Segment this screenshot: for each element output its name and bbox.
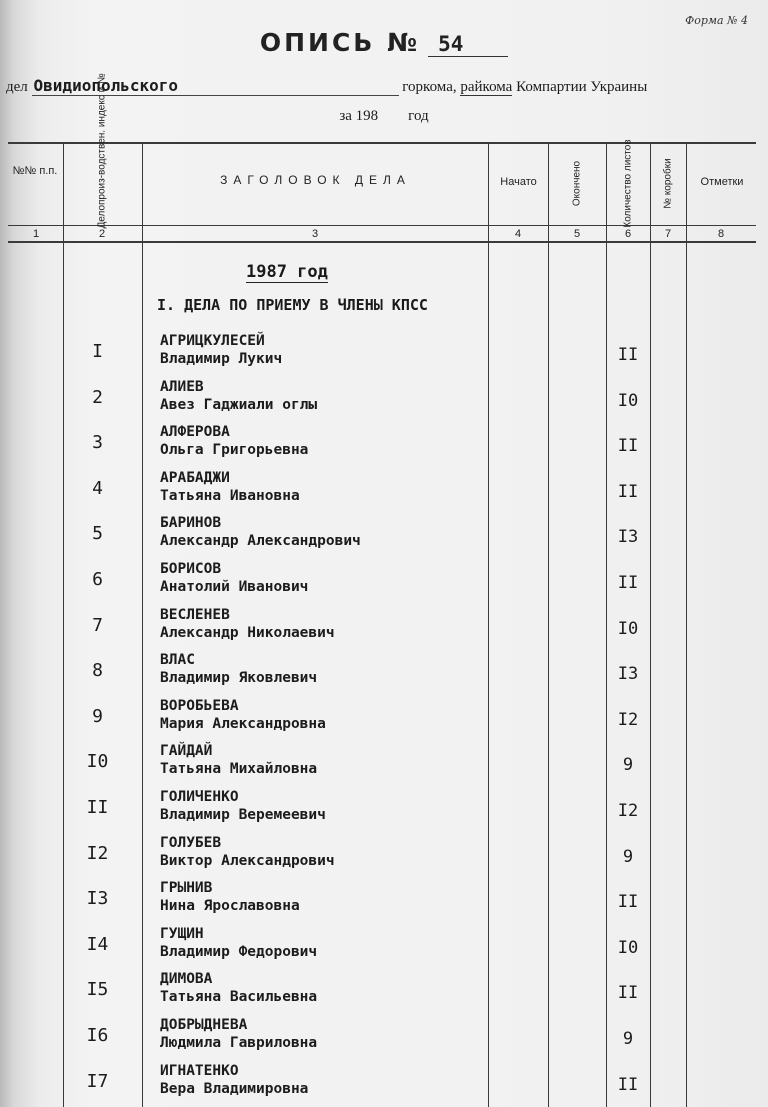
case-name: Виктор Александрович [160,852,335,869]
row-number: 5 [92,523,103,545]
row-number: 3 [92,432,103,454]
case-name: Вера Владимировна [160,1080,309,1097]
table-row [0,1063,768,1107]
case-name: Александр Николаевич [160,624,335,641]
inventory-number: 54 [428,32,508,57]
row-number: I0 [86,751,109,773]
sheet-count: I0 [617,390,639,411]
case-surname: ВЛАС [160,652,195,669]
row-number: I6 [86,1025,109,1046]
colnum-7: 7 [664,228,672,240]
table-row [0,561,768,607]
table-colnum-rule [8,241,756,243]
sheet-count: II [617,1074,639,1095]
case-surname: БОРИСОВ [160,561,222,577]
sheet-count: I2 [617,709,639,730]
case-surname: ГАЙДАЙ [160,743,213,760]
case-name: Владимир Веремеевич [160,807,326,823]
case-surname: ИГНАТЕНКО [160,1062,239,1079]
case-surname: ВОРОБЬЕВА [160,697,239,714]
table-row [0,470,768,516]
case-surname: ВЕСЛЕНЕВ [160,606,230,623]
header-end: Окончено [571,160,583,207]
case-name: Владимир Федорович [160,943,318,960]
case-name: Татьяна Ивановна [160,487,300,504]
table-row [0,743,768,789]
sheet-count: 9 [622,846,634,867]
year-heading: 1987 год [246,262,328,282]
case-name: Людмила Гавриловна [160,1035,318,1051]
row-number: I3 [86,888,109,910]
sheet-count: II [617,892,639,913]
table-row [0,652,768,698]
table-row [0,880,768,926]
sheet-count: I3 [617,664,639,685]
case-name: Авез Гаджиали оглы [160,396,318,413]
header-sheets: Количество листов [622,139,634,228]
row-number: 6 [92,569,103,590]
header-box: № коробки [662,158,674,209]
case-surname: БАРИНОВ [160,515,222,532]
colnum-8: 8 [717,228,725,240]
colnum-1: 1 [32,228,40,240]
case-surname: ГОЛИЧЕНКО [160,789,239,805]
table-row [0,698,768,744]
case-surname: АГРИЦКУЛЕСЕЙ [160,333,265,349]
case-name: Владимир Яковлевич [160,670,318,687]
header-index: Делопроиз-водствен. индекс и № [96,73,108,229]
case-surname: АЛФЕРОВА [160,424,230,441]
header-title: ЗАГОЛОВОК ДЕЛА [220,173,411,187]
case-surname: ДОБРЫДНЕВА [160,1017,248,1033]
sheet-count: 9 [622,755,634,776]
row-number: 8 [92,660,103,682]
organization-name: Овидиопольского [32,76,399,96]
table-row [0,515,768,561]
sheet-count: I3 [617,527,639,548]
year-line [0,108,768,125]
case-surname: ДИМОВА [160,971,213,988]
case-name: Ольга Григорьевна [160,442,309,459]
party-label: Компартии Украины [516,79,648,95]
case-name: Владимир Лукич [160,351,283,367]
table-row [0,333,768,379]
row-number: I5 [86,979,109,1001]
title-text: ОПИСЬ № [259,28,421,57]
row-number: 7 [92,614,103,636]
table-row [0,424,768,470]
table-row [0,971,768,1017]
colnum-2: 2 [98,228,106,240]
year-god: год [408,108,429,124]
sheet-count: II [617,573,639,593]
row-number: 9 [92,705,103,727]
row-number: I2 [86,842,109,864]
case-surname: ГОЛУБЕВ [160,834,222,851]
sheet-count: II [617,436,639,457]
row-number: 4 [92,477,103,499]
case-surname: АЛИЕВ [160,378,204,395]
header-nn: №№ п.п. [12,165,58,177]
table-row [0,379,768,425]
section-heading: I. ДЕЛА ПО ПРИЕМУ В ЧЛЕНЫ КПСС [157,296,428,314]
row-number: I7 [86,1070,109,1092]
sheet-count: I0 [617,618,639,639]
year-za: за 198 [339,108,379,124]
case-surname: АРАБАДЖИ [160,469,230,486]
case-surname: ГРЫНИВ [160,880,213,897]
header-start: Начато [500,176,537,188]
row-number: II [86,797,109,818]
form-label: Форма № 4 [685,14,748,27]
page-title [0,28,768,57]
sheet-count: I2 [617,801,639,821]
header-notes: Отметки [700,176,744,188]
table-top-rule [8,142,756,144]
sheet-count: I0 [617,937,639,958]
case-name: Нина Ярославовна [160,898,300,915]
colnum-6: 6 [624,228,632,240]
case-name: Татьяна Васильевна [160,989,318,1006]
case-name: Анатолий Иванович [160,579,309,595]
raikoma-label: райкома [460,79,513,95]
table-header-rule [8,225,756,226]
colnum-5: 5 [573,228,581,240]
sheet-count: 9 [622,1029,634,1049]
table-row [0,926,768,972]
colnum-4: 4 [514,228,522,240]
table-row [0,789,768,835]
table-row [0,835,768,881]
case-name: Александр Александрович [160,533,361,550]
case-name: Татьяна Михайловна [160,761,318,778]
row-number: I [92,341,103,362]
sheet-count: II [617,345,639,365]
table-row [0,1017,768,1063]
case-surname: ГУЩИН [160,925,204,942]
sheet-count: II [617,983,639,1004]
sheet-count: II [617,481,639,502]
row-number: 2 [92,386,103,408]
table-row [0,607,768,653]
case-name: Мария Александровна [160,715,326,732]
gorkoma-label: горкома, [402,79,457,95]
colnum-3: 3 [311,228,319,240]
del-prefix: дел [6,79,28,95]
row-number: I4 [86,933,109,955]
